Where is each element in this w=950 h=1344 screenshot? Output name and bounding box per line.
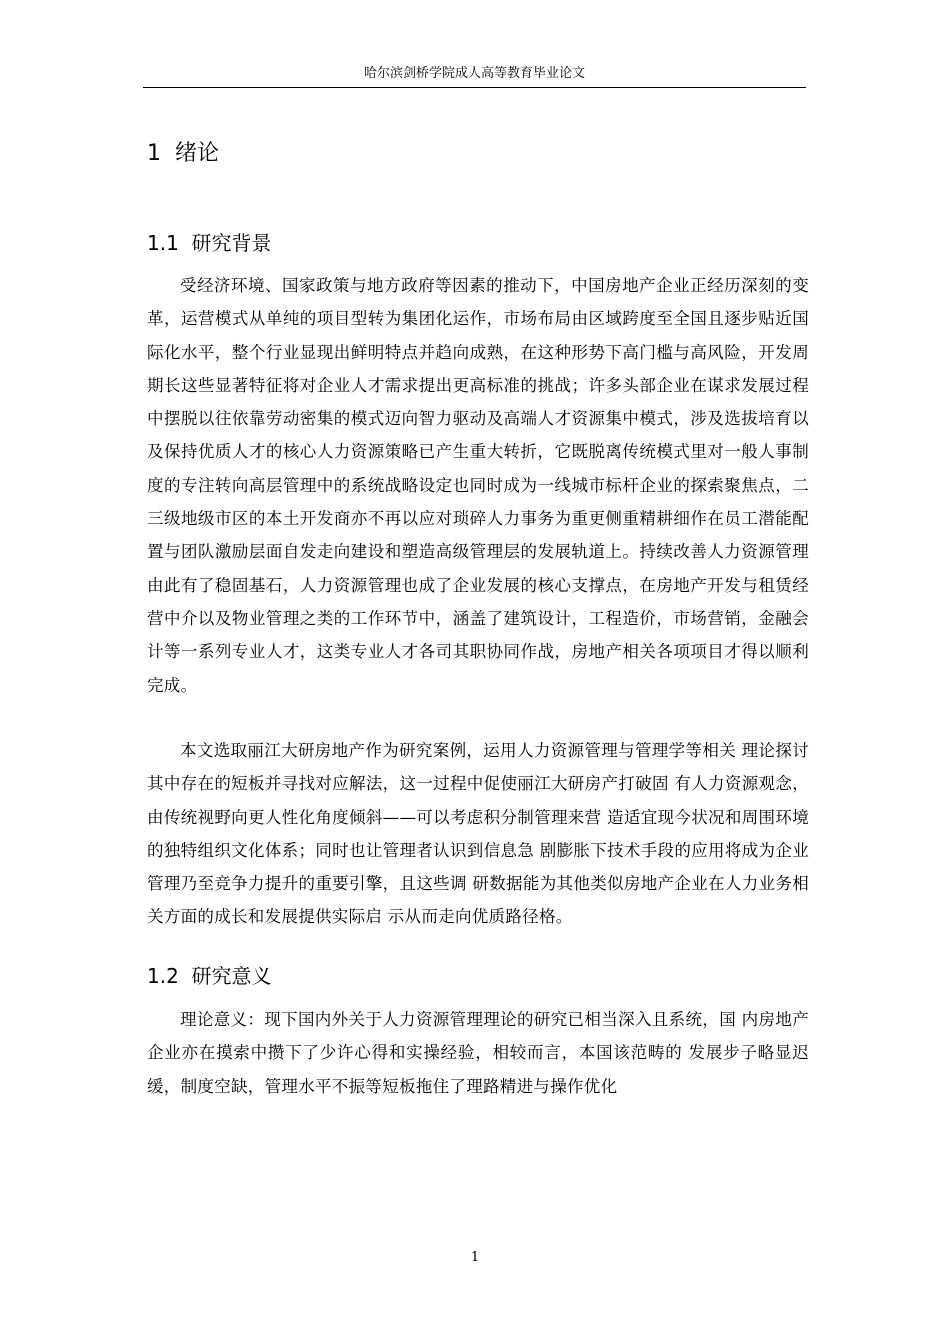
page-header: 哈尔滨剑桥学院成人高等教育毕业论文	[363, 66, 585, 81]
chapter-heading	[147, 138, 219, 170]
page-number: 1	[470, 1250, 480, 1265]
paragraph-case-study: 本文选取丽江大研房地产作为研究案例，运用人力资源管理与管理学等相关 理论探讨其中存在的短板并寻找对应解法，这一过程中促使丽江大研房产打破固 有人力资源观念，由传统视野向更人性化角度倾斜——可以考虑积分制管理来营 造适宜现今状况和周围环境的独特组织文化体系；同时也让管理者认识到信息急 剧膨胀下技术手段的应用将成为企业管理乃至竞争力提升的重要引擎，且这些调 研数据能为其他类似房地产企业在人力业务相关方面的成长和发展提供实际启 示从而走向优质路径格。	[147, 741, 809, 927]
chapter-number: 1	[147, 141, 161, 166]
header-rule	[143, 87, 806, 88]
section-number: 1.2	[147, 964, 179, 988]
section-title: 研究背景	[191, 231, 272, 255]
chapter-title: 绪论	[175, 141, 220, 166]
section-title: 研究意义	[191, 964, 272, 988]
section-heading-1-2	[147, 961, 272, 991]
section-heading-1-1	[147, 228, 272, 258]
section-number: 1.1	[147, 231, 179, 255]
paragraph-theoretical-significance: 理论意义：现下国内外关于人力资源管理理论的研究已相当深入且系统，国 内房地产企业亦在摸索中攒下了少许心得和实操经验，相较而言，本国该范畴的 发展步子略显迟缓，制度空缺，管理水平不振等短板拖住了理路精进与操作优化	[147, 1010, 809, 1096]
paragraph-research-background: 受经济环境、国家政策与地方政府等因素的推动下，中国房地产企业正经历深刻的变革，运营模式从单纯的项目型转为集团化运作，市场布局由区域跨度至全国且逐步贴近国际化水平，整个行业显现出鲜明特点并趋向成熟，在这种形势下高门槛与高风险，开发周期长这些显著特征将对企业人才需求提出更高标准的挑战；许多头部企业在谋求发展过程中摆脱以往依靠劳动密集的模式迈向智力驱动及高端人才资源集中模式，涉及选拔培育以及保持优质人才的核心人力资源策略已产生重大转折，它既脱离传统模式里对一般人事制度的专注转向高层管理中的系统战略设定也同时成为一线城市标杆企业的探索聚焦点，二三级地级市区的本土开发商亦不再以应对琐碎人力事务为重更侧重精耕细作在员工潜能配置与团队激励层面自发走向建设和塑造高级管理层的发展轨道上。持续改善人力资源管理由此有了稳固基石，人力资源管理也成了企业发展的核心支撑点，在房地产开发与租赁经营中介以及物业管理之类的工作环节中，涵盖了建筑设计，工程造价，市场营销，金融会计等一系列专业人才，这类专业人才各司其职协同作战，房地产相关各项项目才得以顺利完成。	[147, 276, 809, 695]
